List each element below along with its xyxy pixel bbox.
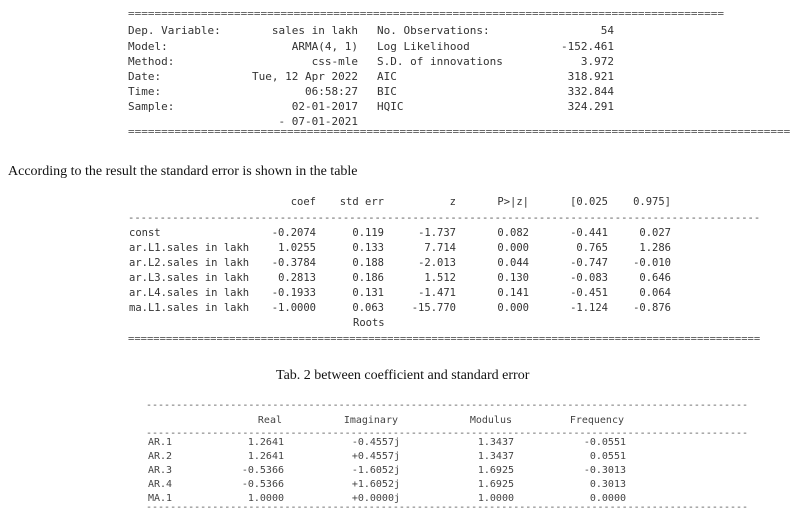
roots-cell: 1.3437: [477, 437, 514, 448]
roots-cell: 1.3437: [477, 451, 514, 462]
roots-cell: 1.0000: [477, 493, 514, 504]
coef-cell: -0.876: [633, 302, 671, 314]
summary-bottom-rule: ====================================================================================================: [128, 125, 790, 138]
coef-column-header: z: [449, 196, 456, 208]
roots-column-header: Real: [257, 415, 282, 426]
roots-cell: +0.4557j: [351, 451, 400, 462]
coef-row-name: ar.L1.sales in lakh: [129, 242, 250, 254]
roots-cell: 1.0000: [247, 493, 284, 504]
roots-cell: 1.2641: [247, 437, 284, 448]
roots-cell: +1.6052j: [351, 479, 400, 490]
coef-cell: -0.441: [570, 227, 608, 239]
summary-stat-value: 318.921: [567, 70, 614, 83]
coef-cell: 0.646: [639, 272, 671, 284]
summary-stat-label: S.D. of innovations: [377, 55, 503, 68]
coef-cell: 0.000: [497, 242, 529, 254]
summary-stat-label: AIC: [377, 70, 397, 83]
roots-cell: 1.6925: [477, 465, 514, 476]
coef-row-name: ar.L3.sales in lakh: [129, 272, 250, 284]
coef-cell: 0.063: [352, 302, 384, 314]
roots-column-header: Imaginary: [343, 415, 398, 426]
summary-stat-label: Log Likelihood: [377, 40, 470, 53]
roots-bottom-rule: ----------------------------------------------------------------------------------------------------: [146, 502, 749, 513]
roots-cell: -0.0551: [583, 437, 626, 448]
coef-row-name: ar.L4.sales in lakh: [129, 287, 250, 299]
roots-cell: -0.4557j: [351, 437, 400, 448]
coef-cell: -1.737: [418, 227, 456, 239]
roots-cell: -0.3013: [583, 465, 626, 476]
roots-cell: 0.0000: [589, 493, 626, 504]
coef-row-name: ar.L2.sales in lakh: [129, 257, 250, 269]
summary-top-rule: ==========================================================================================: [128, 7, 725, 20]
summary-value: 02-01-2017: [291, 100, 358, 113]
coef-cell: 0.064: [639, 287, 671, 299]
roots-row-name: AR.2: [148, 451, 173, 462]
coef-cell: -1.471: [418, 287, 456, 299]
roots-row-name: AR.3: [148, 465, 173, 476]
coef-row-name: ma.L1.sales in lakh: [129, 302, 250, 314]
coef-row-name: const: [129, 227, 161, 239]
coef-cell: 0.141: [497, 287, 529, 299]
roots-top-rule: ----------------------------------------------------------------------------------------------------: [146, 400, 749, 411]
coef-cell: 0.765: [576, 242, 608, 254]
roots-cell: 1.2641: [247, 451, 284, 462]
coef-column-header: std err: [339, 196, 384, 208]
coef-cell: 0.000: [497, 302, 529, 314]
summary-label: Sample:: [128, 100, 175, 113]
coef-cell: -0.2074: [271, 227, 316, 239]
coef-column-header: [0.025: [570, 196, 608, 208]
coef-cell: 7.714: [424, 242, 456, 254]
summary-label: Dep. Variable:: [128, 24, 221, 37]
summary-label: Method:: [128, 55, 175, 68]
roots-label: Roots: [353, 317, 385, 329]
coef-cell: -0.747: [570, 257, 608, 269]
roots-cell: 1.6925: [477, 479, 514, 490]
summary-label: Model:: [128, 40, 168, 53]
coef-cell: -0.083: [570, 272, 608, 284]
coef-cell: 0.082: [497, 227, 529, 239]
coef-cell: -0.1933: [271, 287, 316, 299]
coef-column-header: coef: [290, 196, 316, 208]
summary-label: Date:: [128, 70, 162, 83]
summary-stat-label: No. Observations:: [377, 24, 490, 37]
summary-stat-label: BIC: [377, 85, 397, 98]
coef-cell: 0.133: [352, 242, 384, 254]
summary-value: 06:58:27: [305, 85, 358, 98]
coef-cell: -0.010: [633, 257, 671, 269]
summary-value: css-mle: [311, 55, 358, 68]
summary-value: sales in lakh: [271, 24, 358, 37]
coef-cell: 0.119: [352, 227, 384, 239]
roots-column-header: Frequency: [569, 415, 624, 426]
coef-cell: 0.044: [497, 257, 529, 269]
summary-stat-value: 3.972: [580, 55, 614, 68]
roots-cell: +0.0000j: [351, 493, 400, 504]
coef-cell: 0.2813: [278, 272, 316, 284]
coef-column-header: 0.975]: [633, 196, 671, 208]
roots-cell: -0.5366: [241, 479, 284, 490]
coef-cell: 0.186: [352, 272, 384, 284]
coef-cell: 0.130: [497, 272, 529, 284]
summary-value: ARMA(4, 1): [291, 40, 358, 53]
roots-header-rule: ----------------------------------------------------------------------------------------------------: [146, 428, 749, 439]
intro-text: According to the result the standard error is shown in the table: [8, 164, 358, 179]
summary-value: Tue, 12 Apr 2022: [252, 70, 358, 83]
coef-cell: 0.188: [352, 257, 384, 269]
coef-cell: 1.0255: [278, 242, 316, 254]
summary-stat-value: 54: [600, 24, 614, 37]
roots-cell: -0.5366: [241, 465, 284, 476]
coef-cell: 0.027: [639, 227, 671, 239]
coef-cell: 0.131: [352, 287, 384, 299]
summary-value: - 07-01-2021: [278, 115, 358, 128]
roots-column-header: Modulus: [469, 415, 512, 426]
coef-cell: -0.451: [570, 287, 608, 299]
roots-cell: -1.6052j: [351, 465, 400, 476]
roots-cell: 0.3013: [589, 479, 626, 490]
table-caption: Tab. 2 between coefficient and standard error: [276, 368, 530, 383]
coef-cell: -1.0000: [271, 302, 316, 314]
summary-stat-value: 332.844: [567, 85, 614, 98]
roots-row-name: MA.1: [148, 493, 173, 504]
coef-cell: 1.512: [424, 272, 456, 284]
coef-column-header: P>|z|: [497, 196, 529, 208]
roots-row-name: AR.1: [148, 437, 173, 448]
summary-stat-value: 324.291: [567, 100, 614, 113]
coef-cell: -15.770: [411, 302, 456, 314]
coef-cell: -2.013: [418, 257, 456, 269]
coef-cell: 1.286: [639, 242, 671, 254]
coef-bottom-rule: ====================================================================================================: [128, 333, 761, 345]
summary-stat-label: HQIC: [377, 100, 404, 113]
coef-cell: -0.3784: [271, 257, 316, 269]
coef-header-rule: ----------------------------------------------------------------------------------------------------: [128, 212, 761, 224]
coef-cell: -1.124: [570, 302, 608, 314]
summary-label: Time:: [128, 85, 162, 98]
summary-stat-value: -152.461: [561, 40, 614, 53]
roots-cell: 0.0551: [589, 451, 626, 462]
roots-row-name: AR.4: [148, 479, 173, 490]
